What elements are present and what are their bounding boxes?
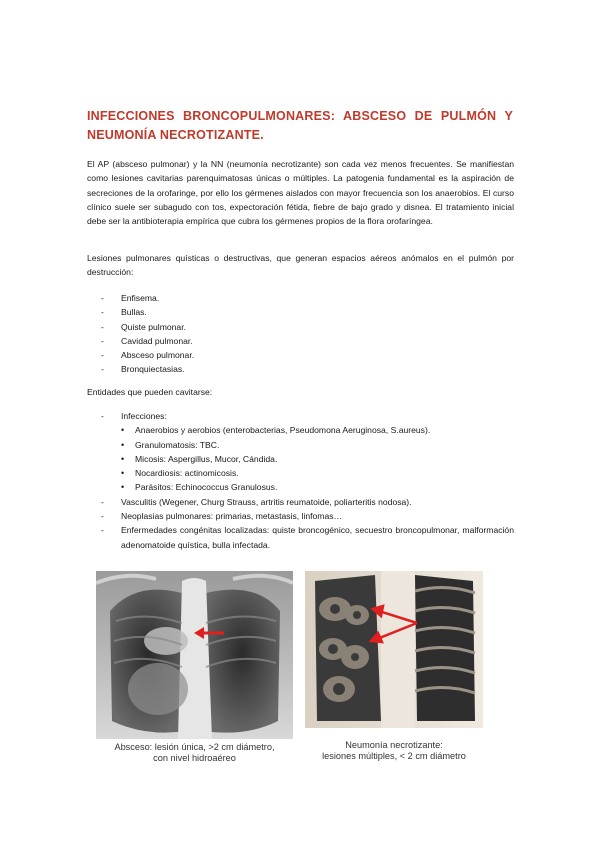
sublist-item: • Parásitos: Echinococcus Granulosus. — [121, 480, 514, 494]
caption-line: Neumonía necrotizante: — [345, 740, 443, 750]
list-item: - Enfisema. — [87, 291, 194, 305]
sublist-item: • Micosis: Aspergillus, Mucor, Cándida. — [121, 452, 514, 466]
intro-paragraph: El AP (absceso pulmonar) y la NN (neumonía necrotizante) son cada vez menos frecuentes. Se manifiestan como lesiones cavitarias parenquimatosas únicas o múltiples. La patogenia fundamental es la aspiración de secreciones de la orofaringe, por ello los gérmenes aislados con mayor frecuencia son los anaerobios. El curso clínico suele ser subagudo con tos, expectoración fétida, fiebre de bajo grado y disnea. El tratamiento inicial debe ser la antibioterapia empírica que cubra los gérmenes propios de la flora orofaríngea. — [87, 159, 514, 227]
figure-caption-necrotizing — [300, 740, 488, 762]
list-item: - Quiste pulmonar. — [87, 320, 194, 334]
figure-caption-abscess — [96, 742, 293, 764]
infections-label: Infecciones: — [121, 411, 167, 421]
list-item: - Cavidad pulmonar. — [87, 334, 194, 348]
list-item-congenital: - Enfermedades congénitas localizadas: quiste broncogénico, secuestro broncopulmonar, malformación adenomatoide quística, bulla infectada. — [87, 523, 514, 552]
entities-intro-paragraph: Entidades que pueden cavitarse: — [87, 387, 213, 397]
xray-necrotizing-pneumonia-image — [305, 571, 483, 728]
caption-line: lesiones múltiples, < 2 cm diámetro — [322, 751, 466, 761]
sublist-item: • Anaerobios y aerobios (enterobacterias, Pseudomona Aeruginosa, S.aureus). — [121, 423, 514, 437]
xray-abscess-image — [96, 571, 293, 739]
list-item-neoplasias: - Neoplasias pulmonares: primarias, metastasis, linfomas… — [87, 509, 514, 523]
list-item-vasculitis: - Vasculitis (Wegener, Churg Strauss, artritis reumatoide, poliarteritis nodosa). — [87, 495, 514, 509]
sublist-item: • Nocardiosis: actinomicosis. — [121, 466, 514, 480]
list-item: - Bullas. — [87, 305, 194, 319]
sublist-item: • Granulomatosis: TBC. — [121, 438, 514, 452]
caption-line: con nivel hidroaéreo — [153, 753, 236, 763]
list-item: - Bronquiectasias. — [87, 362, 194, 376]
lesions-list — [87, 291, 194, 377]
infections-sublist — [121, 423, 514, 494]
list-item: - Absceso pulmonar. — [87, 348, 194, 362]
page-title: INFECCIONES BRONCOPULMONARES: ABSCESO DE PULMÓN Y NEUMONÍA NECROTIZANTE. — [87, 109, 513, 142]
caption-line: Absceso: lesión única, >2 cm diámetro, — [114, 742, 275, 752]
entities-list — [87, 409, 514, 552]
list-item-infections — [87, 409, 514, 495]
lesions-intro-paragraph: Lesiones pulmonares quísticas o destructivas, que generan espacios aéreos anómalos en el pulmón por destrucción: — [87, 253, 514, 278]
